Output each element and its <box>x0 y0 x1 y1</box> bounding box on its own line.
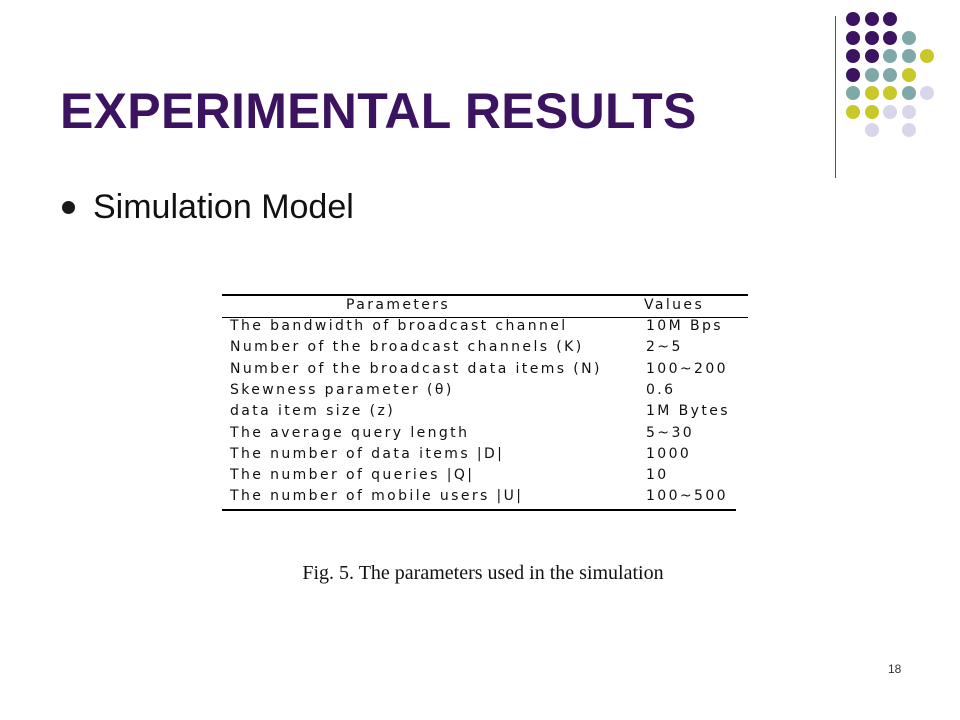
decorative-dot <box>902 123 916 137</box>
decorative-dot <box>865 123 879 137</box>
table-top-rule <box>222 294 748 296</box>
decorative-dot <box>920 49 934 63</box>
decorative-dot <box>883 86 897 100</box>
decorative-dot <box>883 105 897 119</box>
value-cell: 100~200 <box>646 360 728 377</box>
decorative-dot <box>865 68 879 82</box>
decorative-dot <box>902 86 916 100</box>
table-row <box>222 488 748 508</box>
table-row <box>222 361 748 381</box>
decorative-dot <box>846 49 860 63</box>
value-cell: 0.6 <box>646 381 676 398</box>
param-cell: The bandwidth of broadcast channel <box>230 318 568 334</box>
decorative-dot <box>883 68 897 82</box>
value-cell: 10 <box>646 467 669 484</box>
decorative-dot <box>865 49 879 63</box>
param-cell: Skewness parameter (θ) <box>230 381 454 398</box>
decorative-dot <box>865 86 879 100</box>
decorative-dot <box>846 86 860 100</box>
decorative-dot <box>902 31 916 45</box>
header-parameters: Parameters <box>346 297 451 313</box>
bullet-icon <box>62 201 75 214</box>
decorative-divider <box>835 16 836 178</box>
bullet-item <box>62 188 354 227</box>
param-cell: Number of the broadcast channels (K) <box>230 339 584 356</box>
table-row <box>222 318 748 338</box>
figure-caption: Fig. 5. The parameters used in the simulation <box>302 562 664 584</box>
table-row <box>222 403 748 423</box>
decorative-dot <box>920 86 934 100</box>
decorative-dot <box>883 12 897 26</box>
slide-title: EXPERIMENTAL RESULTS <box>60 83 697 139</box>
table-row <box>222 446 748 466</box>
table-bottom-rule <box>222 509 736 511</box>
decorative-dot <box>883 31 897 45</box>
decorative-dot <box>846 105 860 119</box>
table-header-row <box>222 297 748 317</box>
table-row <box>222 339 748 359</box>
param-cell: data item size (z) <box>230 403 396 420</box>
value-cell: 5~30 <box>646 424 695 441</box>
table-row <box>222 425 748 445</box>
param-cell: Number of the broadcast data items (N) <box>230 360 602 377</box>
value-cell: 1000 <box>646 445 692 462</box>
param-cell: The average query length <box>230 424 470 441</box>
header-values: Values <box>644 297 705 313</box>
param-cell: The number of data items |D| <box>230 445 505 462</box>
bullet-text: Simulation Model <box>93 188 354 226</box>
decorative-dot <box>865 31 879 45</box>
value-cell: 100~500 <box>646 488 728 505</box>
value-cell: 10M Bps <box>646 318 723 334</box>
value-cell: 1M Bytes <box>646 403 730 420</box>
page-number: 18 <box>888 662 902 676</box>
decorative-dot <box>902 49 916 63</box>
table-row <box>222 382 748 402</box>
decorative-dot <box>846 31 860 45</box>
decorative-dot <box>902 105 916 119</box>
table-row <box>222 467 748 487</box>
param-cell: The number of mobile users |U| <box>230 488 524 505</box>
param-cell: The number of queries |Q| <box>230 467 475 484</box>
decorative-dot <box>902 68 916 82</box>
value-cell: 2~5 <box>646 339 683 356</box>
decorative-dot-grid <box>846 10 956 160</box>
decorative-dot <box>865 12 879 26</box>
decorative-dot <box>865 105 879 119</box>
decorative-dot <box>883 49 897 63</box>
decorative-dot <box>846 68 860 82</box>
decorative-dot <box>846 12 860 26</box>
